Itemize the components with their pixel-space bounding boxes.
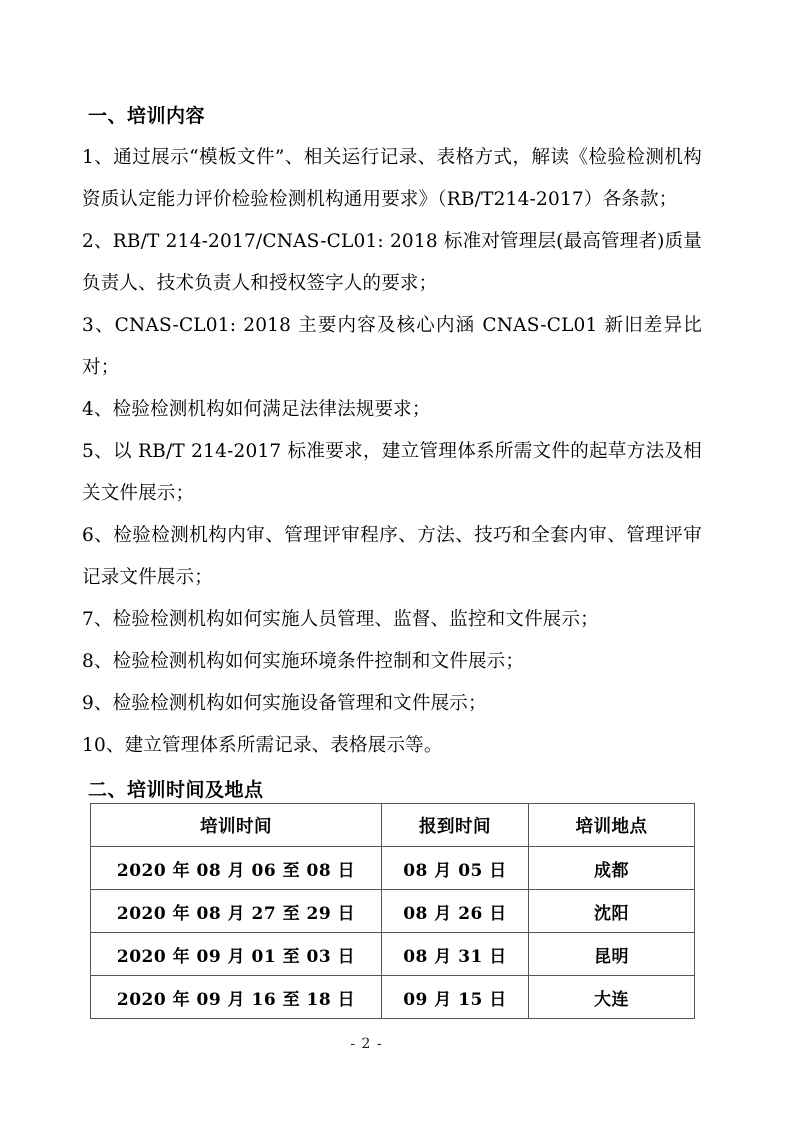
column-header-location: 培训地点: [529, 804, 695, 847]
training-content-item-10: 10、建立管理体系所需记录、表格展示等。: [82, 735, 443, 756]
training-content-item-7: 7、检验检测机构如何实施人员管理、监督、监控和文件展示；: [82, 609, 599, 630]
table-header-row: [91, 804, 695, 847]
cell-training-time: 2020 年 08 月 06 至 08 日: [91, 847, 382, 890]
training-content-item-4: 4、检验检测机构如何满足法律法规要求；: [82, 399, 431, 420]
training-schedule-table: [90, 803, 695, 1019]
document-body: [82, 95, 702, 811]
cell-report-time: 08 月 05 日: [382, 847, 529, 890]
training-content-item-6: 6、检验检测机构内审、管理评审程序、方法、技巧和全套内审、管理评审记录文件展示；: [82, 525, 702, 588]
training-content-item-9: 9、检验检测机构如何实施设备管理和文件展示；: [82, 693, 487, 714]
cell-location: 成都: [529, 847, 695, 890]
training-schedule-table-wrapper: [90, 803, 694, 1019]
cell-report-time: 08 月 31 日: [382, 933, 529, 976]
table-row: [91, 933, 695, 976]
training-content-item-2: 2、RB/T 214-2017/CNAS-CL01: 2018 标准对管理层(最高管理者)质量负责人、技术负责人和授权签字人的要求；: [82, 231, 702, 294]
column-header-training-time: 培训时间: [91, 804, 382, 847]
column-header-report-time: 报到时间: [382, 804, 529, 847]
section-heading-training-content: 一、培训内容: [88, 105, 206, 127]
training-content-item-8: 8、检验检测机构如何实施环境条件控制和文件展示；: [82, 651, 525, 672]
training-content-item-1: 1、通过展示“模板文件”、相关运行记录、表格方式，解读《检验检测机构资质认定能力评价检验检测机构通用要求》（RB/T214-2017）各条款；: [82, 147, 702, 210]
training-content-item-5: 5、以 RB/T 214-2017 标准要求，建立管理体系所需文件的起草方法及相关文件展示；: [82, 441, 702, 504]
section-heading-training-time-and-place: 二、培训时间及地点: [88, 779, 264, 801]
cell-location: 沈阳: [529, 890, 695, 933]
cell-location: 大连: [529, 976, 695, 1019]
cell-report-time: 08 月 26 日: [382, 890, 529, 933]
table-row: [91, 847, 695, 890]
page-number: - 2 -: [350, 1036, 383, 1052]
cell-training-time: 2020 年 08 月 27 至 29 日: [91, 890, 382, 933]
table-row: [91, 976, 695, 1019]
cell-training-time: 2020 年 09 月 01 至 03 日: [91, 933, 382, 976]
cell-training-time: 2020 年 09 月 16 至 18 日: [91, 976, 382, 1019]
training-content-item-3: 3、CNAS-CL01: 2018 主要内容及核心内涵 CNAS-CL01 新旧差异比对；: [82, 315, 702, 378]
cell-report-time: 09 月 15 日: [382, 976, 529, 1019]
cell-location: 昆明: [529, 933, 695, 976]
table-row: [91, 890, 695, 933]
